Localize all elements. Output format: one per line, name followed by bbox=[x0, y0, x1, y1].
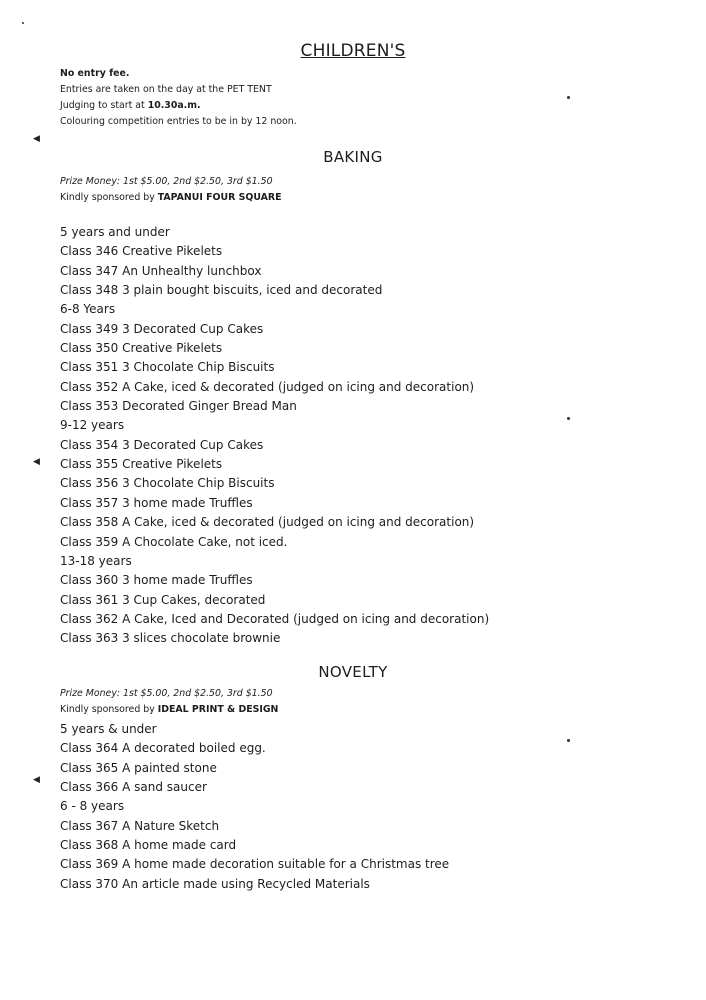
entries-place: PET TENT bbox=[227, 84, 272, 95]
list-item: Class 359 A Chocolate Cake, not iced. bbox=[60, 534, 288, 549]
scan-mark-1: ◀ bbox=[33, 134, 40, 144]
entries-prefix: Entries are taken on the day at the bbox=[60, 84, 227, 95]
list-item: 6-8 Years bbox=[60, 302, 116, 317]
list-item: Class 356 3 Chocolate Chip Biscuits bbox=[60, 476, 275, 491]
page-title: CHILDREN'S bbox=[300, 41, 406, 61]
list-item: Class 350 Creative Pikelets bbox=[60, 341, 223, 356]
list-item: 9-12 years bbox=[60, 418, 125, 433]
baking-prize-block bbox=[60, 174, 282, 206]
novelty-prize-money: Prize Money: 1st $5.00, 2nd $2.50, 3rd $1.50 bbox=[60, 688, 273, 699]
baking-sponsor bbox=[60, 190, 282, 206]
list-item: Class 370 An article made using Recycled Materials bbox=[60, 876, 370, 891]
judging-prefix: Judging to start at bbox=[60, 100, 148, 111]
list-item: Class 365 A painted stone bbox=[60, 760, 217, 775]
list-item: Class 347 An Unhealthy lunchbox bbox=[60, 263, 262, 278]
list-item: Class 368 A home made card bbox=[60, 838, 237, 853]
scan-dot-1 bbox=[567, 96, 570, 99]
novelty-sponsor-prefix: Kindly sponsored by bbox=[60, 704, 158, 715]
list-item: Class 351 3 Chocolate Chip Biscuits bbox=[60, 360, 275, 375]
list-item: Class 354 3 Decorated Cup Cakes bbox=[60, 437, 264, 452]
novelty-prize-block bbox=[60, 686, 278, 718]
list-item: Class 353 Decorated Ginger Bread Man bbox=[60, 399, 297, 414]
novelty-sponsor bbox=[60, 702, 278, 718]
list-item: 13-18 years bbox=[60, 553, 132, 568]
baking-sponsor-name: TAPANUI FOUR SQUARE bbox=[157, 192, 282, 203]
list-item: Class 349 3 Decorated Cup Cakes bbox=[60, 321, 264, 336]
baking-heading: BAKING bbox=[323, 148, 383, 166]
novelty-heading: NOVELTY bbox=[318, 663, 388, 681]
novelty-sponsor-name: IDEAL PRINT & DESIGN bbox=[157, 704, 279, 715]
intro-block bbox=[60, 66, 297, 130]
list-item: Class 366 A sand saucer bbox=[60, 780, 207, 795]
judging-note bbox=[60, 98, 297, 114]
entries-note bbox=[60, 82, 297, 98]
list-item: 5 years and under bbox=[60, 225, 170, 239]
list-item: 5 years & under bbox=[60, 722, 157, 736]
entry-fee-note: No entry fee. bbox=[60, 68, 130, 79]
list-item: Class 369 A home made decoration suitable for a Christmas tree bbox=[60, 857, 450, 872]
scan-dot-2 bbox=[567, 417, 570, 420]
list-item: Class 364 A decorated boiled egg. bbox=[60, 741, 266, 756]
list-item: Class 346 Creative Pikelets bbox=[60, 244, 223, 259]
list-item: Class 362 A Cake, Iced and Decorated (judged on icing and decoration) bbox=[60, 611, 490, 626]
baking-class-list bbox=[60, 223, 489, 649]
list-item: Class 357 3 home made Truffles bbox=[60, 495, 253, 510]
scan-dot-4 bbox=[22, 22, 24, 24]
list-item: Class 355 Creative Pikelets bbox=[60, 457, 223, 472]
list-item: Class 367 A Nature Sketch bbox=[60, 818, 220, 833]
colouring-note: Colouring competition entries to be in by 12 noon. bbox=[60, 116, 297, 127]
list-item: Class 348 3 plain bought biscuits, iced and decorated bbox=[60, 283, 383, 298]
list-item: Class 352 A Cake, iced & decorated (judged on icing and decoration) bbox=[60, 379, 475, 394]
novelty-class-list bbox=[60, 720, 449, 894]
scan-mark-2: ◀ bbox=[33, 457, 40, 467]
judging-time: 10.30a.m. bbox=[147, 100, 201, 111]
scan-mark-3: ◀ bbox=[33, 775, 40, 785]
list-item: Class 361 3 Cup Cakes, decorated bbox=[60, 592, 266, 607]
list-item: 6 - 8 years bbox=[60, 799, 125, 814]
list-item: Class 363 3 slices chocolate brownie bbox=[60, 631, 281, 646]
scan-dot-3 bbox=[567, 739, 570, 742]
list-item: Class 358 A Cake, iced & decorated (judged on icing and decoration) bbox=[60, 515, 475, 530]
baking-sponsor-prefix: Kindly sponsored by bbox=[60, 192, 158, 203]
baking-prize-money: Prize Money: 1st $5.00, 2nd $2.50, 3rd $1.50 bbox=[60, 176, 273, 187]
list-item: Class 360 3 home made Truffles bbox=[60, 573, 253, 588]
